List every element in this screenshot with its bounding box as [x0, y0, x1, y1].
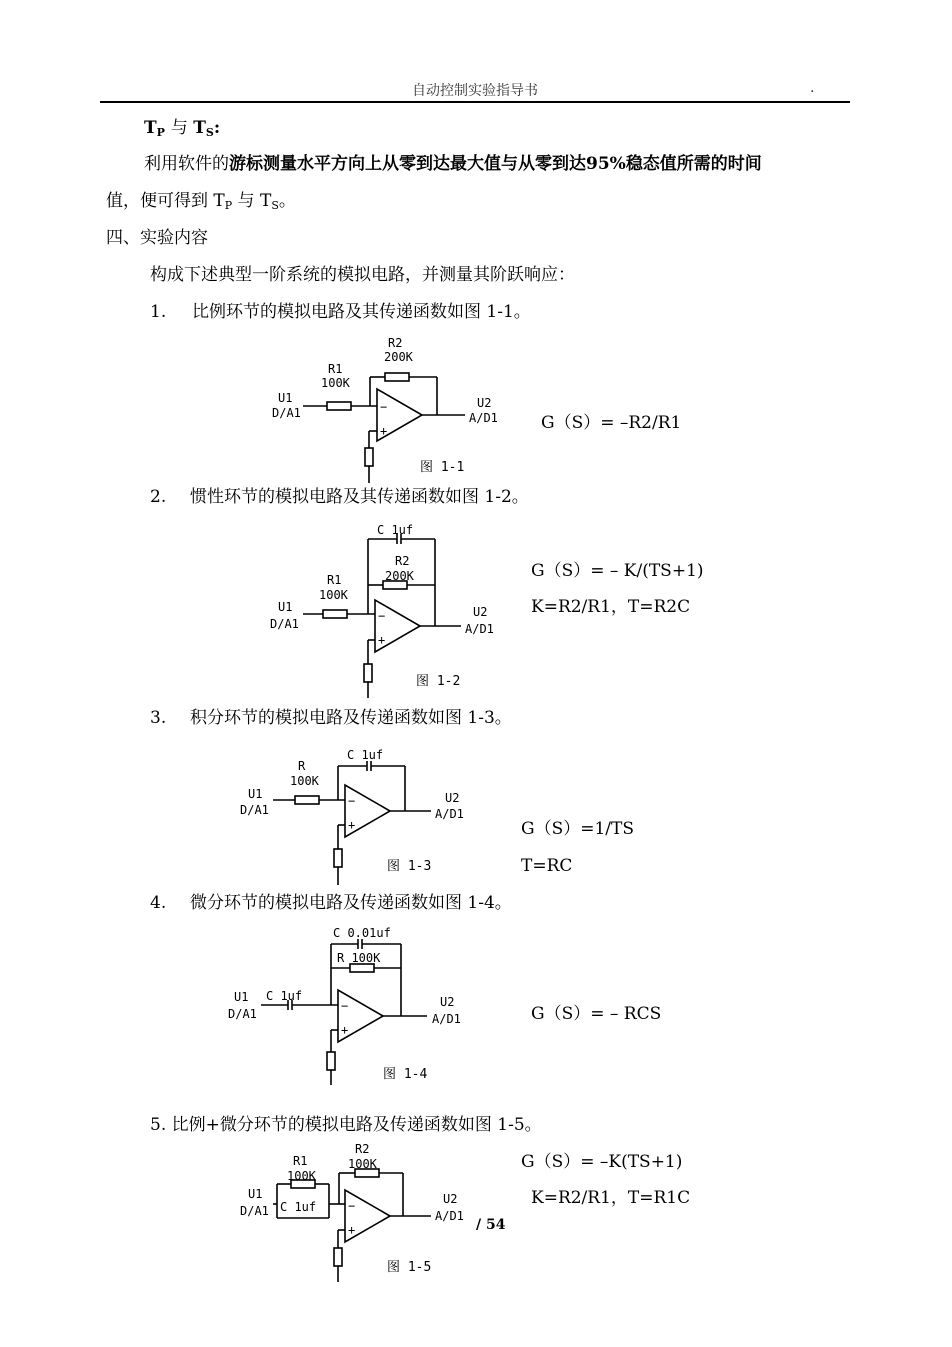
section-intro: 构成下述典型一阶系统的模拟电路，并测量其阶跃响应： [150, 265, 575, 285]
r2-value: 100K [348, 1157, 377, 1171]
u1-label: U1 [248, 787, 263, 801]
tp-ts-heading: $T_P$ 与 $T_S$: [144, 118, 221, 139]
u2-label: U2 [440, 995, 455, 1009]
item-3-text: 积分环节的模拟电路及传递函数如图 1-3。 [190, 708, 512, 728]
u2-label: U2 [473, 605, 488, 619]
output-label: A/D1 [465, 622, 494, 636]
item-4-text: 微分环节的模拟电路及传递函数如图 1-4。 [190, 893, 512, 913]
header-dot: . [810, 80, 815, 96]
cin-label: C 1uf [266, 989, 303, 1003]
c-label: C 1uf [347, 748, 384, 762]
output-label: A/D1 [435, 1209, 464, 1223]
svg-text:−: − [378, 609, 386, 623]
figure-caption: 图 1-4 [383, 1067, 428, 1082]
output-label: A/D1 [469, 411, 498, 425]
svg-text:+: + [348, 1223, 356, 1237]
input-label: D/A1 [240, 1204, 269, 1218]
svg-text:+: + [378, 633, 386, 647]
c-label: C 1uf [280, 1200, 317, 1214]
section-title: 四、实验内容 [106, 228, 208, 248]
item-1-number: 1. [150, 302, 167, 322]
input-label: D/A1 [272, 406, 301, 420]
u2-label: U2 [477, 396, 492, 410]
item-2-params: K=R2/R1，T=R2C [531, 597, 691, 617]
tp-ts-line2: 值，便可得到 $T_P$ 与 $T_S$。 [106, 191, 296, 212]
svg-text:−: − [341, 999, 349, 1013]
u2-label: U2 [443, 1192, 458, 1206]
c-label: C 1uf [377, 523, 414, 537]
item-5-text: 5. 比例+微分环节的模拟电路及传递函数如图 1-5。 [150, 1115, 542, 1135]
item-4-formula: G（S）= – RCS [531, 1004, 662, 1024]
input-label: D/A1 [240, 803, 269, 817]
item-5-params: K=R2/R1，T=R1C [531, 1188, 691, 1208]
r2-label: R2 [355, 1142, 370, 1156]
output-label: A/D1 [432, 1012, 461, 1026]
r2-label: R2 [388, 336, 403, 350]
svg-text:−: − [348, 794, 356, 808]
r2-value: 200K [385, 569, 414, 583]
output-label: A/D1 [435, 807, 464, 821]
circuit-figure-1-2 [265, 518, 505, 698]
circuit-figure-1-5 [235, 1140, 475, 1285]
header-rule [100, 101, 850, 103]
circuit-figure-1-1 [265, 335, 505, 485]
cf-label: C 0.01uf [333, 926, 391, 940]
r1-label: R1 [293, 1154, 308, 1168]
u2-label: U2 [445, 791, 460, 805]
item-5-formula: G（S）= –K(TS+1) [521, 1152, 683, 1172]
u1-label: U1 [278, 391, 293, 405]
r1-label: R1 [327, 573, 342, 587]
svg-text:+: + [348, 818, 356, 832]
r2-label: R2 [395, 554, 410, 568]
tp-ts-line1: 利用软件的游标测量水平方向上从零到达最大值与从零到达95%稳态值所需的时间 [144, 154, 762, 174]
r1-label: R1 [328, 362, 343, 376]
r1-value: 100K [319, 588, 348, 602]
circuit-figure-1-3 [235, 745, 475, 885]
svg-text:+: + [341, 1023, 349, 1037]
svg-text:−: − [348, 1199, 356, 1213]
r1-value: 100K [321, 376, 350, 390]
u1-label: U1 [248, 1187, 263, 1201]
figure-caption: 图 1-5 [387, 1260, 432, 1275]
u1-label: U1 [234, 990, 249, 1004]
circuit-figure-1-4 [225, 922, 475, 1087]
r-label: R 100K [337, 951, 381, 965]
header-title: 自动控制实验指导书 [412, 83, 538, 99]
page-number: / 54 [476, 1217, 506, 1233]
input-label: D/A1 [228, 1007, 257, 1021]
item-1-formula: G（S）= –R2/R1 [541, 413, 682, 433]
figure-caption: 图 1-3 [387, 859, 432, 874]
figure-caption: 图 1-2 [416, 674, 461, 689]
item-3-params: T=RC [521, 856, 573, 876]
item-2-text: 惯性环节的模拟电路及其传递函数如图 1-2。 [190, 487, 529, 507]
input-label: D/A1 [270, 617, 299, 631]
item-2-number: 2. [150, 487, 167, 507]
item-2-formula: G（S）= – K/(TS+1) [531, 561, 704, 581]
r1-value: 100K [287, 1169, 316, 1183]
u1-label: U1 [278, 600, 293, 614]
r2-value: 200K [384, 350, 413, 364]
svg-text:+: + [380, 424, 388, 438]
r-value: 100K [290, 774, 319, 788]
svg-text:−: − [380, 400, 388, 414]
item-4-number: 4. [150, 893, 167, 913]
r-label: R [298, 759, 306, 773]
item-1-text: 比例环节的模拟电路及其传递函数如图 1-1。 [192, 302, 531, 322]
figure-caption: 图 1-1 [420, 460, 465, 475]
item-3-formula: G（S）=1/TS [521, 819, 634, 839]
item-3-number: 3. [150, 708, 167, 728]
